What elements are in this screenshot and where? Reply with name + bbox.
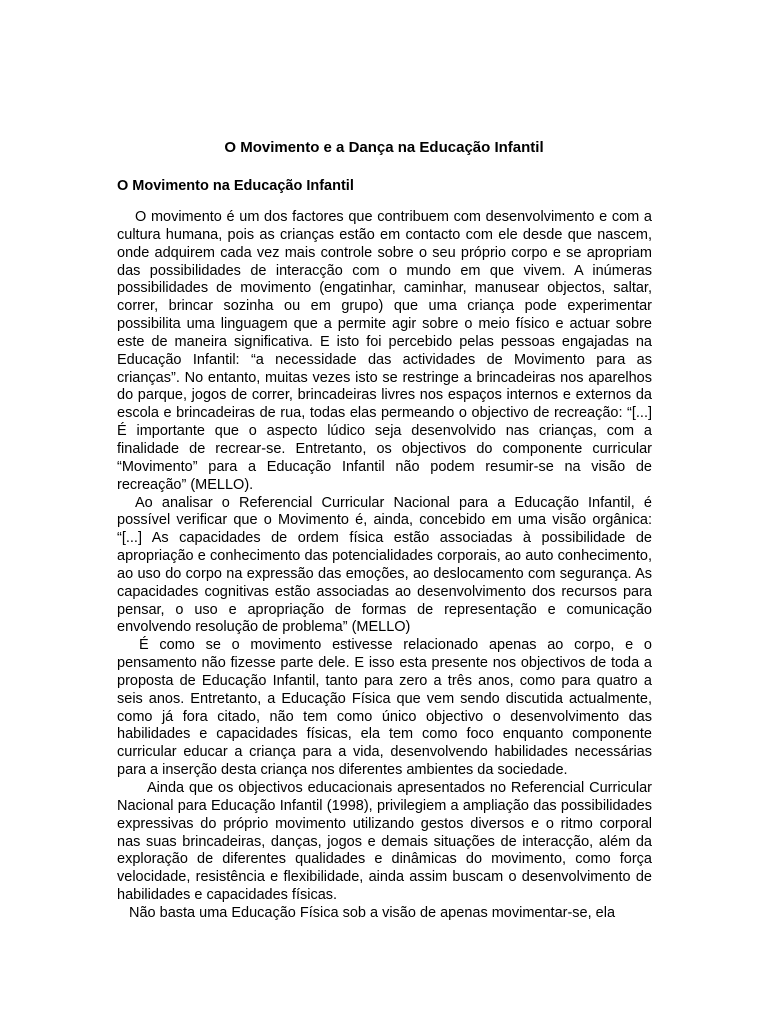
document-title: O Movimento e a Dança na Educação Infantil (224, 139, 544, 156)
paragraph-3: É como se o movimento estivesse relacionado apenas ao corpo, e o pensamento não fizesse parte dele. E isso esta presente nos objectivos de toda a proposta de Educação Infantil, tanto para zero a três anos, como para quatro a seis anos. Entretanto, a Educação Física que vem sendo discutida actualmente, como já fora citado, não tem como único objectivo o desenvolvimento das habilidades e capacidades físicas, ela tem como foco enquanto componente curricular educar a criança para a vida, desenvolvendo habilidades necessárias para a inserção desta criança nos diferentes ambientes da sociedade. (117, 637, 652, 779)
section-heading: O Movimento na Educação Infantil (117, 178, 354, 194)
paragraph-2: Ao analisar o Referencial Curricular Nacional para a Educação Infantil, é possível verificar que o Movimento é, ainda, concebido em uma visão orgânica: “[...] As capacidades de ordem física estão associadas à possibilidade de apropriação e conhecimento das potencialidades corporais, ao auto conhecimento, ao uso do corpo na expressão das emoções, ao deslocamento com segurança. As capacidades cognitivas estão associadas ao desenvolvimento dos recursos para pensar, o uso e apropriação de formas de representação e comunicação envolvendo resolução de problema” (MELLO) (117, 494, 652, 636)
paragraph-5: Não basta uma Educação Física sob a visão de apenas movimentar-se, ela (129, 904, 616, 921)
paragraph-1: O movimento é um dos factores que contribuem com desenvolvimento e com a cultura humana, pois as crianças estão em contacto com ele desde que nascem, onde adquirem cada vez mais controle sobre o seu próprio corpo e se apropriam das possibilidades de interacção com o mundo em que vivem. A inúmeras possibilidades de movimento (engatinhar, caminhar, manusear objectos, saltar, correr, brincar sozinha ou em grupo) que uma criança pode experimentar possibilita uma linguagem que a permite agir sobre o meio físico e actuar sobre este de maneira significativa. E isto foi percebido pelas pessoas engajadas na Educação Infantil: “a necessidade das actividades de Movimento para as crianças”. No entanto, muitas vezes isto se restringe a brincadeiras nos aparelhos do parque, jogos de correr, brincadeiras livres nos espaços internos e externos da escola e brincadeiras de rua, todas elas permeando o objectivo de recreação: “[...] É importante que o aspecto lúdico seja desenvolvido nas crianças, com a finalidade de recrear-se. Entretanto, os objectivos do componente curricular “Movimento” para a Educação Infantil não podem resumir-se na visão de recreação” (MELLO). (117, 209, 652, 493)
paragraph-4: Ainda que os objectivos educacionais apresentados no Referencial Curricular Nacional para Educação Infantil (1998), privilegiem a ampliação das possibilidades expressivas do próprio movimento utilizando gestos diversos e o ritmo corporal nas suas brincadeiras, danças, jogos e demais situações de interacção, além da exploração de diferentes qualidades e dinâmicas do movimento, como força velocidade, resistência e flexibilidade, ainda assim buscam o desenvolvimento de habilidades e capacidades físicas. (117, 780, 652, 904)
document-body (117, 209, 652, 923)
